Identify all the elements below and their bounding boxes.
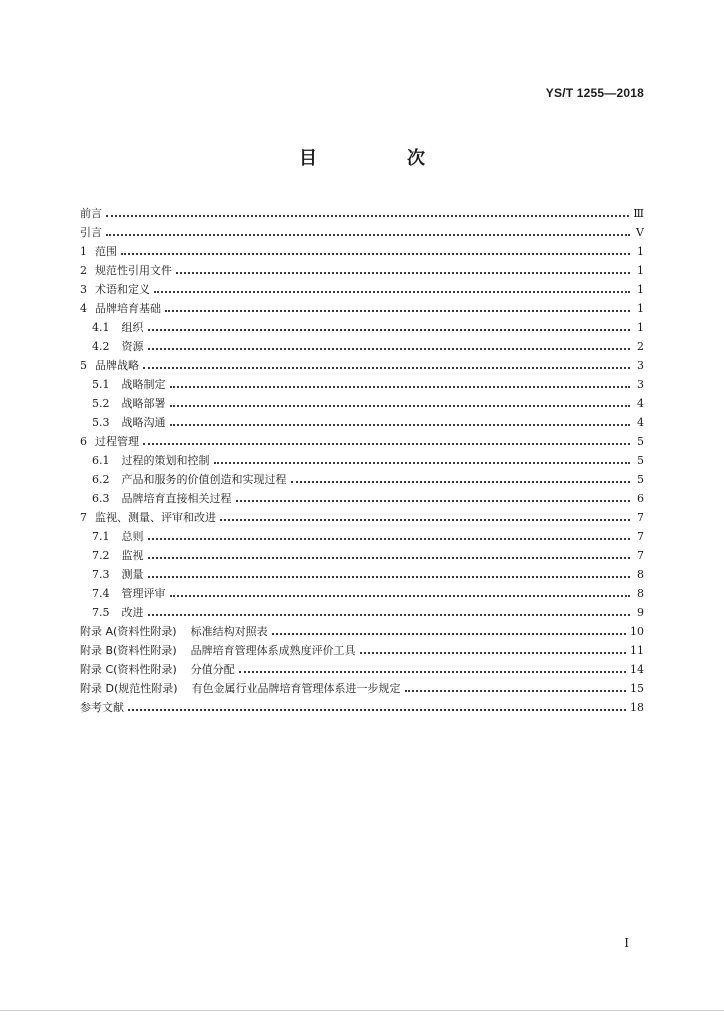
toc-entry-number: 7	[80, 511, 87, 524]
toc-entry[interactable]	[80, 603, 644, 622]
toc-entry-title: 品牌培育管理体系成熟度评价工具	[190, 644, 356, 657]
toc-entry[interactable]	[80, 299, 644, 318]
toc-entry-label	[80, 508, 216, 527]
toc-entry-page: 9	[637, 606, 644, 619]
toc-leader-dots	[148, 614, 631, 616]
toc-entry[interactable]	[80, 413, 644, 432]
toc-entry-number: 4	[80, 302, 87, 315]
toc-leader-dots	[360, 652, 626, 654]
toc-entry-title: 产品和服务的价值创造和实现过程	[121, 473, 287, 486]
toc-entry-label	[80, 261, 172, 280]
toc-entry-title: 管理评审	[121, 587, 166, 600]
toc-entry-title: 战略沟通	[121, 416, 166, 429]
toc-entry-page: 1	[637, 245, 644, 258]
toc-entry-label	[92, 318, 144, 337]
toc-entry-label	[80, 299, 161, 318]
toc-entry-label	[80, 698, 124, 717]
toc-entry[interactable]	[80, 204, 644, 223]
toc-leader-dots	[272, 633, 626, 635]
toc-leader-dots	[170, 424, 631, 426]
toc-entry[interactable]	[80, 242, 644, 261]
toc-entry-label	[80, 432, 139, 451]
toc-entry-title: 测量	[121, 568, 144, 581]
toc-entry[interactable]	[80, 489, 644, 508]
toc-entry-number: 3	[80, 283, 87, 296]
toc-entry-title: 前言	[80, 207, 102, 220]
toc-entry-title: 有色金属行业品牌培育管理体系进一步规定	[191, 682, 401, 695]
toc-entry[interactable]	[80, 337, 644, 356]
toc-entry-label	[80, 223, 102, 242]
toc-entry-label	[92, 375, 166, 394]
toc-leader-dots	[236, 500, 631, 502]
standard-code: YS/T 1255—2018	[545, 86, 644, 100]
toc-entry-number: 6	[80, 435, 87, 448]
toc-entry-page: 5	[637, 454, 644, 467]
toc-entry-page: 4	[637, 397, 644, 410]
toc-entry-number: 7.1	[92, 530, 110, 543]
toc-entry[interactable]	[80, 508, 644, 527]
toc-entry-page: 1	[637, 283, 644, 296]
toc-leader-dots	[148, 538, 631, 540]
toc-entry-number: 附录 B(资料性附录)	[80, 644, 177, 657]
toc-entry-page: 5	[637, 435, 644, 448]
toc-title: 目 次	[299, 148, 461, 169]
toc-entry-title: 监视	[121, 549, 144, 562]
toc-entry-label	[80, 356, 139, 375]
toc-entry-title: 引言	[80, 226, 102, 239]
toc-leader-dots	[154, 291, 630, 293]
toc-leader-dots	[170, 595, 631, 597]
toc-entry-number: 5	[80, 359, 87, 372]
toc-entry-label	[92, 413, 166, 432]
toc-entry[interactable]	[80, 223, 644, 242]
toc-entry-title: 品牌培育直接相关过程	[121, 492, 232, 505]
toc-leader-dots	[239, 671, 626, 673]
toc-entry-label	[92, 337, 144, 356]
toc-entry-number: 附录 D(规范性附录)	[80, 682, 178, 695]
toc-entry-number: 7.4	[92, 587, 110, 600]
toc-entry-title: 战略制定	[121, 378, 166, 391]
toc-entry-label	[80, 641, 356, 660]
toc-entry-number: 6.2	[92, 473, 110, 486]
toc-entry-page: 15	[630, 682, 644, 695]
toc-entry-number: 附录 C(资料性附录)	[80, 663, 177, 676]
toc-entry-label	[80, 622, 268, 641]
toc-entry[interactable]	[80, 394, 644, 413]
toc-entry-page: Ⅲ	[633, 207, 644, 220]
toc-entry-number: 2	[80, 264, 87, 277]
toc-entry-label	[92, 603, 144, 622]
toc-entry-title: 过程管理	[95, 435, 139, 448]
toc-entry-number: 7.3	[92, 568, 110, 581]
toc-leader-dots	[148, 557, 631, 559]
toc-leader-dots	[148, 576, 631, 578]
toc-entry[interactable]	[80, 546, 644, 565]
toc-entry-title: 分值分配	[190, 663, 235, 676]
toc-entry[interactable]	[80, 470, 644, 489]
toc-entry-title: 资源	[121, 340, 144, 353]
toc-entry-label	[80, 280, 150, 299]
toc-leader-dots	[121, 253, 630, 255]
toc-entry-page: 2	[637, 340, 644, 353]
toc-entry-page: 8	[637, 587, 644, 600]
toc-leader-dots	[106, 215, 629, 217]
toc-entry-number: 附录 A(资料性附录)	[80, 625, 177, 638]
toc-entry[interactable]	[80, 261, 644, 280]
toc-entry-title: 改进	[121, 606, 144, 619]
page-number: I	[624, 936, 629, 950]
toc-entry-number: 7.2	[92, 549, 110, 562]
toc-entry-page: 10	[630, 625, 644, 638]
toc-entry-label	[92, 394, 166, 413]
toc-entry[interactable]	[80, 679, 644, 698]
toc-entry-page: 14	[630, 663, 644, 676]
toc-leader-dots	[214, 462, 631, 464]
toc-leader-dots	[148, 329, 631, 331]
toc-leader-dots	[143, 443, 630, 445]
toc-leader-dots	[170, 386, 631, 388]
toc-leader-dots	[405, 690, 626, 692]
toc-entry-page: 7	[637, 549, 644, 562]
toc-entry-label	[92, 527, 144, 546]
toc-entry[interactable]	[80, 660, 644, 679]
toc-leader-dots	[170, 405, 631, 407]
toc-entry-label	[80, 242, 117, 261]
toc-leader-dots	[220, 519, 630, 521]
toc-entry-title: 参考文献	[80, 701, 124, 714]
toc-entry-number: 5.2	[92, 397, 110, 410]
toc-entry[interactable]	[80, 318, 644, 337]
toc-entry[interactable]	[80, 641, 644, 660]
toc-entry-page: Ⅴ	[636, 226, 644, 239]
toc-entry-number: 4.2	[92, 340, 110, 353]
toc-leader-dots	[291, 481, 631, 483]
toc-entry[interactable]	[80, 432, 644, 451]
toc-entry-page: 4	[637, 416, 644, 429]
toc-entry-title: 规范性引用文件	[95, 264, 172, 277]
toc-entry[interactable]	[80, 280, 644, 299]
toc-entry-label	[92, 489, 232, 508]
toc-entry-number: 7.5	[92, 606, 110, 619]
toc-entry-label	[92, 470, 287, 489]
toc-entry-number: 5.1	[92, 378, 110, 391]
table-of-contents	[80, 204, 644, 717]
toc-entry[interactable]	[80, 584, 644, 603]
toc-entry-page: 3	[637, 378, 644, 391]
toc-entry-page: 8	[637, 568, 644, 581]
toc-entry[interactable]	[80, 622, 644, 641]
toc-entry-page: 6	[637, 492, 644, 505]
toc-entry-title: 组织	[121, 321, 144, 334]
toc-entry-page: 3	[637, 359, 644, 372]
toc-entry-label	[80, 679, 401, 698]
toc-leader-dots	[176, 272, 630, 274]
toc-entry-title: 术语和定义	[95, 283, 150, 296]
toc-entry-label	[80, 660, 235, 679]
toc-entry[interactable]	[80, 527, 644, 546]
toc-entry-page: 1	[637, 264, 644, 277]
toc-entry[interactable]	[80, 451, 644, 470]
toc-leader-dots	[148, 348, 631, 350]
toc-entry-label	[92, 584, 166, 603]
bottom-rule	[0, 1010, 724, 1011]
toc-entry-number: 1	[80, 245, 87, 258]
toc-entry-page: 7	[637, 511, 644, 524]
toc-entry-number: 4.1	[92, 321, 110, 334]
toc-entry-title: 范围	[95, 245, 117, 258]
toc-entry[interactable]	[80, 565, 644, 584]
toc-entry-page: 7	[637, 530, 644, 543]
toc-leader-dots	[143, 367, 630, 369]
toc-entry-page: 11	[630, 644, 644, 657]
toc-entry-number: 6.1	[92, 454, 110, 467]
toc-leader-dots	[128, 709, 626, 711]
toc-entry-label	[92, 546, 144, 565]
toc-entry-title: 战略部署	[121, 397, 166, 410]
toc-entry[interactable]	[80, 698, 644, 717]
toc-entry-number: 6.3	[92, 492, 110, 505]
toc-entry-label	[92, 565, 144, 584]
toc-entry-title: 品牌战略	[95, 359, 139, 372]
toc-entry-page: 18	[630, 701, 644, 714]
toc-entry-page: 1	[637, 302, 644, 315]
toc-entry[interactable]	[80, 356, 644, 375]
toc-entry-page: 5	[637, 473, 644, 486]
toc-entry-title: 监视、测量、评审和改进	[95, 511, 216, 524]
toc-entry[interactable]	[80, 375, 644, 394]
toc-leader-dots	[106, 234, 630, 236]
toc-entry-title: 标准结构对照表	[190, 625, 268, 638]
toc-entry-label	[92, 451, 210, 470]
toc-entry-title: 过程的策划和控制	[121, 454, 210, 467]
toc-leader-dots	[165, 310, 630, 312]
toc-entry-page: 1	[637, 321, 644, 334]
toc-entry-number: 5.3	[92, 416, 110, 429]
toc-entry-title: 品牌培育基础	[95, 302, 161, 315]
toc-entry-label	[80, 204, 102, 223]
toc-entry-title: 总则	[121, 530, 144, 543]
